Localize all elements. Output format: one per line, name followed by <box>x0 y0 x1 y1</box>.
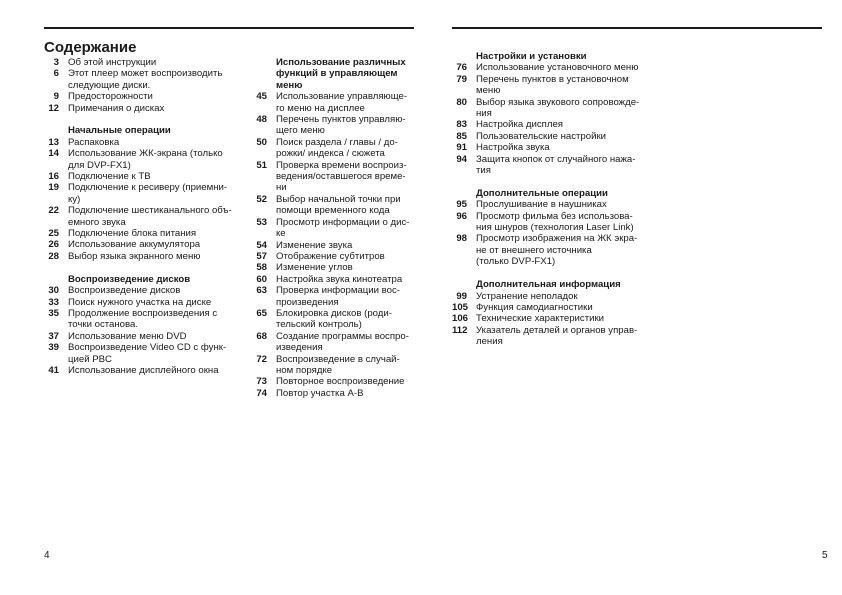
page-ref: 39 <box>48 342 59 354</box>
entry-text: го меню на дисплее <box>276 102 365 114</box>
toc-entry[interactable] <box>252 91 422 102</box>
entry-text: Использование меню DVD <box>68 330 187 342</box>
section-heading: Дополнительная информация <box>476 279 621 291</box>
entry-text: Подключение шестиканального объ- <box>68 205 232 217</box>
page-ref: 26 <box>48 239 59 251</box>
entry-text: Примечания о дисках <box>68 102 165 114</box>
entry-text: Воспроизведение Video CD с функ- <box>68 342 227 354</box>
entry-text: Использование управляюще- <box>276 91 408 103</box>
toc-entry[interactable] <box>452 131 666 142</box>
page-ref: 106 <box>452 313 469 325</box>
toc-entry[interactable] <box>44 228 242 239</box>
toc-entry[interactable] <box>44 205 242 216</box>
entry-text: Выбор языка звукового сопровожде- <box>476 96 640 108</box>
entry-text: Создание программы воспро- <box>276 330 409 342</box>
toc-entry[interactable] <box>452 119 666 130</box>
entry-text: Продолжение воспроизведения с <box>68 307 218 319</box>
page-ref: 58 <box>256 262 267 274</box>
entry-text: Прослушивание в наушниках <box>476 199 607 211</box>
toc-column-1 <box>44 57 242 388</box>
toc-entry[interactable] <box>44 354 242 365</box>
section-heading: Использование различных <box>276 57 406 68</box>
toc-entry[interactable] <box>252 171 422 182</box>
page-ref <box>252 205 267 216</box>
entry-text: Подключение к ТВ <box>68 171 151 183</box>
toc-entry[interactable] <box>252 228 422 239</box>
page-ref: 33 <box>48 296 59 308</box>
page-ref <box>452 336 467 347</box>
toc-entry[interactable] <box>452 85 666 96</box>
entry-text: Предосторожности <box>68 91 153 103</box>
toc-entry[interactable] <box>44 297 242 308</box>
entry-text: Использование установочного меню <box>476 62 639 74</box>
page-ref: 19 <box>48 182 59 194</box>
toc-entry[interactable] <box>44 182 242 193</box>
page-ref: 37 <box>48 330 59 342</box>
entry-text: Изменение звука <box>276 239 353 251</box>
entry-text: ведения/оставшегося време- <box>276 171 406 183</box>
entry-text: Поиск нужного участка на диске <box>68 296 212 308</box>
toc-entry[interactable] <box>252 182 422 193</box>
page-ref <box>252 182 267 193</box>
entry-text: Просмотр изображения на ЖК экра- <box>476 233 638 245</box>
toc-section <box>44 57 242 114</box>
page-number-left: 4 <box>44 550 50 561</box>
page-ref: 45 <box>256 91 267 103</box>
toc-entry[interactable] <box>252 308 422 319</box>
entry-text: Использование ЖК-экрана (только <box>68 148 223 160</box>
toc-entry[interactable] <box>252 114 422 125</box>
page-ref <box>252 365 267 376</box>
toc-entry[interactable] <box>252 262 422 273</box>
page-ref: 83 <box>456 119 467 131</box>
page-ref: 9 <box>53 91 59 103</box>
page-ref: 73 <box>256 376 267 388</box>
toc-entry[interactable] <box>44 285 242 296</box>
page-ref: 85 <box>456 130 467 142</box>
page-ref: 65 <box>256 307 267 319</box>
page-ref: 74 <box>256 387 267 399</box>
entry-text: меню <box>476 85 501 97</box>
entry-text: Повторное воспроизведение <box>276 376 405 388</box>
section-heading: Настройки и установки <box>476 51 587 62</box>
entry-text: Указатель деталей и органов управ- <box>476 324 638 336</box>
toc-column-3 <box>452 51 666 359</box>
toc-entry[interactable] <box>452 211 666 222</box>
toc-entry[interactable] <box>252 297 422 308</box>
page-ref <box>44 194 59 205</box>
page-ref: 57 <box>256 250 267 262</box>
toc-entry[interactable] <box>452 154 666 165</box>
entry-text: Просмотр фильма без использова- <box>476 210 633 222</box>
top-rule-right <box>452 27 822 29</box>
toc-entry[interactable] <box>452 233 666 244</box>
toc-entry[interactable] <box>44 80 242 91</box>
page-ref <box>252 148 267 159</box>
page-ref: 50 <box>256 136 267 148</box>
entry-text: тельский контроль) <box>276 319 362 331</box>
toc-column-2 <box>252 57 422 411</box>
toc-entry[interactable] <box>252 365 422 376</box>
toc-entry[interactable] <box>44 160 242 171</box>
page-ref: 12 <box>48 102 59 114</box>
entry-text: Подключение к ресиверу (приемни- <box>68 182 228 194</box>
toc-entry[interactable] <box>452 325 666 336</box>
toc-entry[interactable] <box>44 103 242 114</box>
toc-entry[interactable] <box>452 336 666 347</box>
toc-entry[interactable] <box>452 313 666 324</box>
page-ref: 60 <box>256 273 267 285</box>
entry-text: для DVP-FX1) <box>68 159 131 171</box>
entry-text: Об этой инструкции <box>68 57 157 68</box>
toc-entry[interactable] <box>452 199 666 210</box>
toc-entry[interactable] <box>44 342 242 353</box>
toc-entry[interactable] <box>44 68 242 79</box>
entry-text: Настройка дисплея <box>476 119 563 131</box>
entry-text: Блокировка дисков (роди- <box>276 307 392 319</box>
page-ref: 22 <box>48 205 59 217</box>
entry-text: ления <box>476 336 503 348</box>
page-ref: 68 <box>256 330 267 342</box>
toc-entry[interactable] <box>252 125 422 136</box>
toc-entry[interactable] <box>452 62 666 73</box>
toc-section <box>252 57 422 399</box>
page-ref: 41 <box>48 364 59 376</box>
entry-text: Подключение блока питания <box>68 228 197 240</box>
page-ref: 79 <box>456 73 467 85</box>
toc-entry[interactable] <box>44 308 242 319</box>
entry-text: ни <box>276 182 287 194</box>
page-ref <box>44 354 59 365</box>
toc-entry[interactable] <box>452 165 666 176</box>
page-ref <box>44 319 59 330</box>
page-ref <box>452 85 467 96</box>
toc-entry[interactable] <box>452 142 666 153</box>
toc-entry[interactable] <box>452 245 666 256</box>
entry-text: Изменение углов <box>276 262 353 274</box>
toc-entry[interactable] <box>44 91 242 102</box>
toc-entry[interactable] <box>452 74 666 85</box>
page-ref: 94 <box>456 153 467 165</box>
toc-entry[interactable] <box>252 331 422 342</box>
entry-text: помощи временного кода <box>276 205 390 217</box>
entry-text: Использование дисплейного окна <box>68 364 219 376</box>
toc-section <box>44 125 242 262</box>
toc-entry[interactable] <box>44 137 242 148</box>
entry-text: изведения <box>276 342 323 354</box>
entry-text: Пользовательские настройки <box>476 130 607 142</box>
page-ref <box>252 342 267 353</box>
page-number-right: 5 <box>822 550 828 561</box>
entry-text: Выбор языка экранного меню <box>68 250 201 262</box>
page-ref <box>252 103 267 114</box>
entry-text: Повтор участка A-B <box>276 387 364 399</box>
entry-text: Отображение субтитров <box>276 250 385 262</box>
page-ref: 95 <box>456 199 467 211</box>
entry-text: ния <box>476 108 492 120</box>
page-ref: 48 <box>256 114 267 126</box>
page-ref: 6 <box>53 68 59 80</box>
toc-entry[interactable] <box>44 57 242 68</box>
toc-entry[interactable] <box>452 108 666 119</box>
page-ref: 30 <box>48 285 59 297</box>
toc-entry[interactable] <box>252 319 422 330</box>
entry-text: (только DVP-FX1) <box>476 256 556 268</box>
toc-entry[interactable] <box>252 274 422 285</box>
entry-text: Поиск раздела / главы / до- <box>276 136 398 148</box>
page-ref <box>44 217 59 228</box>
page-ref <box>452 165 467 176</box>
toc-entry[interactable] <box>452 222 666 233</box>
page-ref <box>44 160 59 171</box>
page-ref: 16 <box>48 171 59 183</box>
page-ref: 80 <box>456 96 467 108</box>
entry-text: Использование аккумулятора <box>68 239 201 251</box>
section-heading: Дополнительные операции <box>476 187 608 199</box>
entry-text: Просмотр информации о дис- <box>276 216 410 228</box>
toc-entry[interactable] <box>252 285 422 296</box>
toc-entry[interactable] <box>252 376 422 387</box>
page-title: Содержание <box>44 39 137 56</box>
entry-text: Воспроизведение в случай- <box>276 353 400 365</box>
page-ref: 63 <box>256 285 267 297</box>
toc-entry[interactable] <box>452 302 666 313</box>
page-ref: 96 <box>456 210 467 222</box>
entry-text: Проверка информации вос- <box>276 285 400 297</box>
entry-text: Технические характеристики <box>476 313 605 325</box>
entry-text: точки останова. <box>68 319 139 331</box>
page-ref <box>452 222 467 233</box>
toc-entry[interactable] <box>252 251 422 262</box>
toc-entry[interactable] <box>252 342 422 353</box>
page-ref: 99 <box>456 290 467 302</box>
page-ref <box>452 108 467 119</box>
entry-text: емного звука <box>68 216 126 228</box>
page-ref: 3 <box>53 57 59 68</box>
entry-text: Устранение неполадок <box>476 290 578 302</box>
entry-text: Этот плеер может воспроизводить <box>68 68 223 80</box>
toc-entry[interactable] <box>44 148 242 159</box>
toc-entry[interactable] <box>44 331 242 342</box>
entry-text: ном порядке <box>276 364 333 376</box>
toc-entry[interactable] <box>252 194 422 205</box>
section-heading: Начальные операции <box>68 125 171 137</box>
page-ref: 112 <box>452 324 468 336</box>
page-ref: 51 <box>256 159 267 171</box>
page-ref: 35 <box>48 307 59 319</box>
toc-entry[interactable] <box>44 239 242 250</box>
page-ref <box>252 125 267 136</box>
toc-entry[interactable] <box>252 354 422 365</box>
toc-entry[interactable] <box>44 194 242 205</box>
toc-entry[interactable] <box>252 103 422 114</box>
toc-entry[interactable] <box>252 205 422 216</box>
entry-text: следующие диски. <box>68 79 151 91</box>
section-heading: функций в управляющем <box>276 68 398 80</box>
toc-entry[interactable] <box>252 137 422 148</box>
toc-entry[interactable] <box>252 240 422 251</box>
top-rule-left <box>44 27 414 29</box>
entry-text: не от внешнего источника <box>476 244 592 256</box>
toc-entry[interactable] <box>44 319 242 330</box>
entry-text: тия <box>476 165 491 177</box>
toc-section <box>44 274 242 377</box>
entry-text: Настройка звука <box>476 142 550 154</box>
page-ref: 28 <box>48 250 59 262</box>
entry-text: ния шнуров (технология Laser Link) <box>476 222 634 234</box>
entry-text: Распаковка <box>68 136 120 148</box>
page-ref: 91 <box>456 142 467 154</box>
page-ref: 105 <box>452 301 469 313</box>
toc-entry[interactable] <box>252 148 422 159</box>
entry-text: Выбор начальной точки при <box>276 193 401 205</box>
page-ref <box>452 245 467 256</box>
entry-text: Воспроизведение дисков <box>68 285 181 297</box>
entry-text: Перечень пунктов управляю- <box>276 114 406 126</box>
toc-entry[interactable] <box>44 365 242 376</box>
page-ref <box>252 297 267 308</box>
entry-text: Перечень пунктов в установочном <box>476 73 629 85</box>
toc-entry[interactable] <box>252 160 422 171</box>
entry-text: Проверка времени воспроиз- <box>276 159 407 171</box>
page-ref <box>252 319 267 330</box>
page-ref <box>252 228 267 239</box>
entry-text: произведения <box>276 296 339 308</box>
entry-text: Функция самодиагностики <box>476 301 593 313</box>
page-ref: 76 <box>456 62 467 74</box>
entry-text: рожки/ индекса / сюжета <box>276 148 385 160</box>
toc-entry[interactable] <box>44 171 242 182</box>
toc-entry[interactable] <box>452 97 666 108</box>
page-ref: 25 <box>48 228 59 240</box>
page-ref: 52 <box>256 193 267 205</box>
toc-entry[interactable] <box>252 388 422 399</box>
toc-entry[interactable] <box>452 291 666 302</box>
entry-text: ку) <box>68 193 81 205</box>
page-ref: 14 <box>48 148 59 160</box>
toc-section <box>452 188 666 268</box>
entry-text: Защита кнопок от случайного нажа- <box>476 153 636 165</box>
toc-section <box>452 51 666 176</box>
toc-entry[interactable] <box>452 256 666 267</box>
page-ref: 53 <box>256 216 267 228</box>
toc-entry[interactable] <box>44 217 242 228</box>
page-ref: 54 <box>256 239 267 251</box>
entry-text: щего меню <box>276 125 325 137</box>
page-ref: 98 <box>456 233 467 245</box>
section-heading: меню <box>276 79 303 91</box>
entry-text: ке <box>276 228 286 240</box>
page-ref: 13 <box>48 136 59 148</box>
section-heading: Воспроизведение дисков <box>68 273 191 285</box>
page-ref <box>44 80 59 91</box>
toc-section <box>452 279 666 347</box>
toc-entry[interactable] <box>252 217 422 228</box>
toc-entry[interactable] <box>44 251 242 262</box>
entry-text: цией PBC <box>68 353 112 365</box>
page-ref <box>452 256 467 267</box>
page-ref <box>252 171 267 182</box>
entry-text: Настройка звука кинотеатра <box>276 273 403 285</box>
page-ref: 72 <box>256 353 267 365</box>
